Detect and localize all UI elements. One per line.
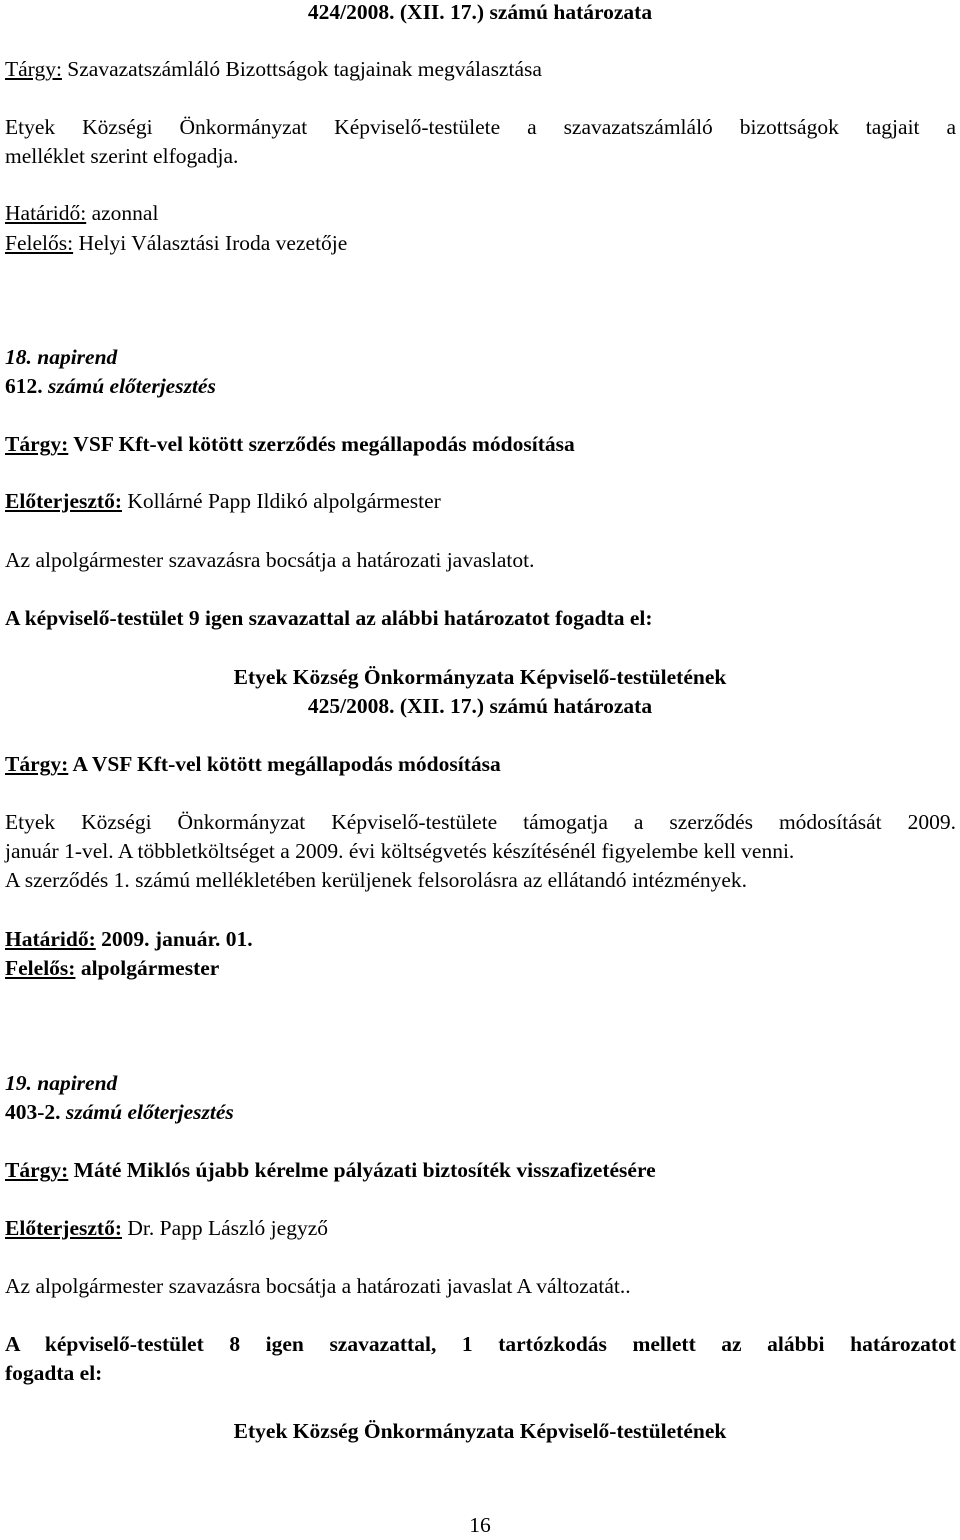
subject-line-18: [5, 430, 956, 459]
vote-result-19-line-1: A képviselő-testület 8 igen szavazattal, 1 tartózkodás mellett az alábbi határozatot: [5, 1332, 956, 1356]
proposal-number: 612.: [5, 374, 43, 398]
subject-label: Tárgy:: [5, 1158, 69, 1182]
subject-label: Tárgy:: [5, 57, 62, 81]
subject-text: Szavazatszámláló Bizottságok tagjainak megválasztása: [67, 57, 542, 81]
responsible-line: [5, 229, 956, 258]
vote-result-19-line-2: fogadta el:: [5, 1361, 103, 1385]
deadline-text: azonnal: [91, 201, 159, 225]
deadline-label: Határidő:: [5, 927, 96, 951]
responsible-label: Felelős:: [5, 231, 74, 255]
proposal-text: számú előterjesztés: [48, 374, 216, 398]
council-heading-19: Etyek Község Önkormányzata Képviselő-testületének: [233, 1419, 727, 1443]
proposal-number: 403-2.: [5, 1100, 61, 1124]
resolution-title-424: 424/2008. (XII. 17.) számú határozata: [307, 0, 653, 24]
vote-call-19: Az alpolgármester szavazásra bocsátja a határozati javaslat A változatát..: [5, 1274, 631, 1298]
presenter-line-19: [5, 1214, 956, 1243]
resolution-body-line-2: melléklet szerint elfogadja.: [5, 144, 239, 168]
presenter-label: Előterjesztő:: [5, 489, 122, 513]
vote-result-18: A képviselő-testület 9 igen szavazattal az alábbi határozatot fogadta el:: [5, 606, 653, 630]
page-number: 16: [469, 1513, 491, 1537]
proposal-line-19: [5, 1098, 956, 1127]
responsible-text: alpolgármester: [80, 956, 220, 980]
resolution-subject-424: [5, 55, 956, 84]
agenda-item-19: 19. napirend: [5, 1071, 118, 1095]
resolution-body-line-3: A szerződés 1. számú mellékletében kerüljenek felsorolásra az ellátandó intézmények.: [5, 868, 748, 892]
subject-label: Tárgy:: [5, 432, 69, 456]
agenda-item-18: 18. napirend: [5, 345, 118, 369]
resolution-body-line-2: január 1-vel. A többletköltséget a 2009. évi költségvetés készítésénél figyelembe kell venni.: [5, 839, 795, 863]
proposal-text: számú előterjesztés: [65, 1100, 234, 1124]
presenter-line-18: [5, 487, 956, 516]
vote-call-18: Az alpolgármester szavazásra bocsátja a határozati javaslatot.: [5, 548, 535, 572]
proposal-line-18: [5, 372, 956, 401]
subject-label: Tárgy:: [5, 752, 69, 776]
presenter-text: Kollárné Papp Ildikó alpolgármester: [127, 489, 441, 513]
presenter-label: Előterjesztő:: [5, 1216, 122, 1240]
responsible-line-18: [5, 954, 956, 983]
deadline-label: Határidő:: [5, 201, 87, 225]
responsible-text: Helyi Választási Iroda vezetője: [78, 231, 348, 255]
resolution-body-line-1: Etyek Községi Önkormányzat Képviselő-testülete támogatja a szerződés módosítását 2009.: [5, 810, 956, 834]
subject-text: Máté Miklós újabb kérelme pályázati biztosíték visszafizetésére: [73, 1158, 656, 1182]
council-heading-18: Etyek Község Önkormányzata Képviselő-testületének: [233, 665, 727, 689]
resolution-title-425: 425/2008. (XII. 17.) számú határozata: [307, 694, 653, 718]
subject-line-19: [5, 1156, 956, 1185]
deadline-line: [5, 199, 956, 228]
resolution-body-line-1: Etyek Községi Önkormányzat Képviselő-testülete a szavazatszámláló bizottságok tagjait a: [5, 115, 956, 139]
deadline-text: 2009. január. 01.: [101, 927, 253, 951]
deadline-line-18: [5, 925, 956, 954]
resolution-subject-425: [5, 750, 956, 779]
subject-text: VSF Kft-vel kötött szerződés megállapodás módosítása: [73, 432, 575, 456]
presenter-text: Dr. Papp László jegyző: [127, 1216, 328, 1240]
subject-text: A VSF Kft-vel kötött megállapodás módosítása: [72, 752, 501, 776]
responsible-label: Felelős:: [5, 956, 76, 980]
